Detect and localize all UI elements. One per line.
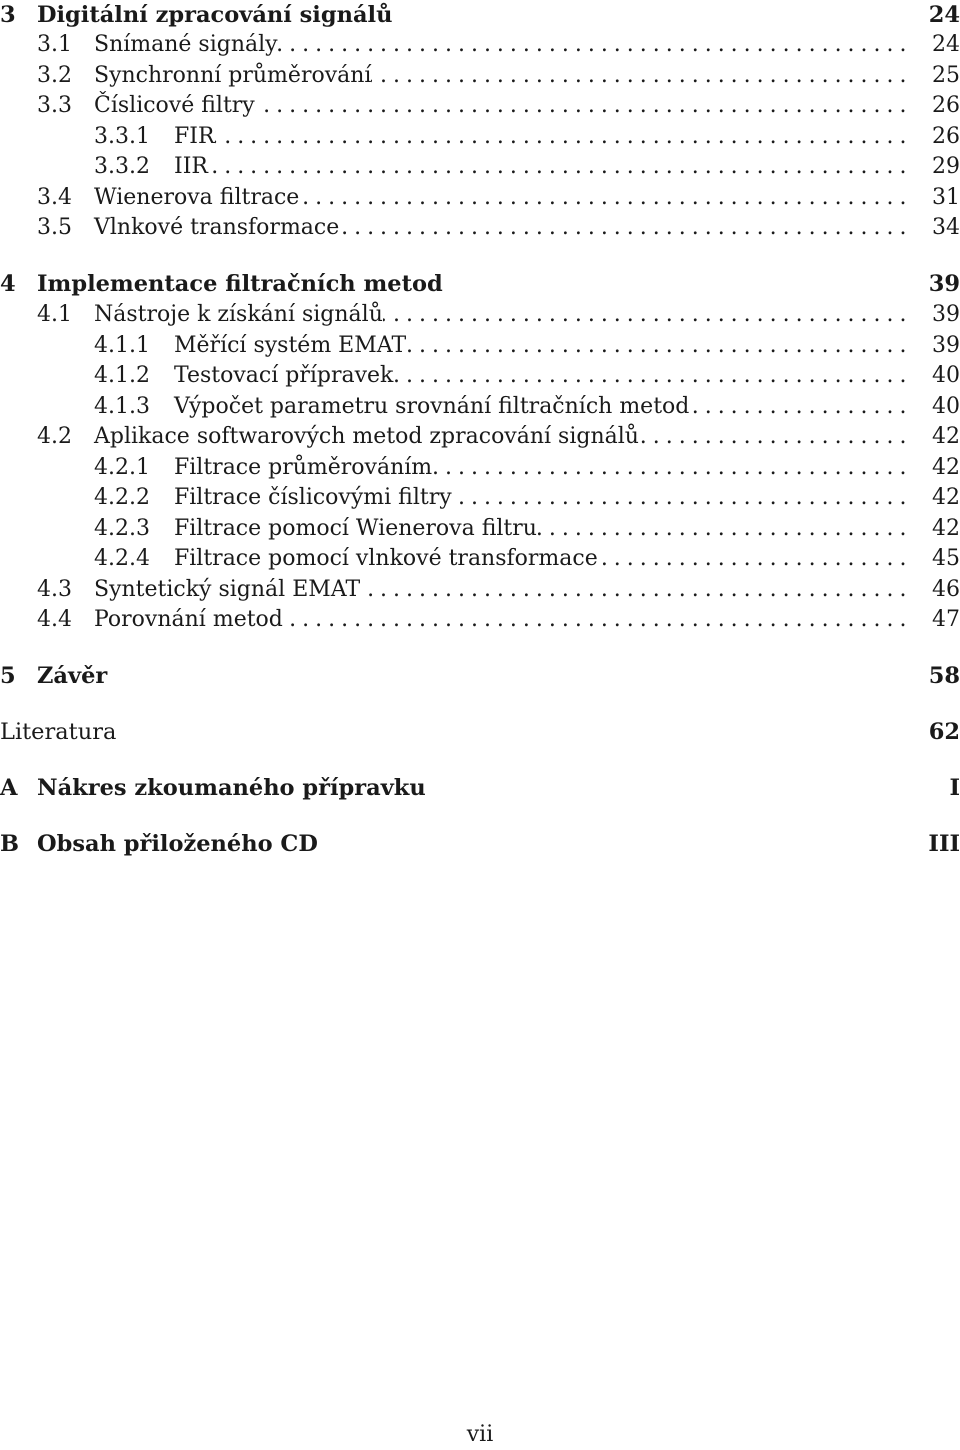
toc-leader-dots — [215, 122, 920, 152]
toc-bibliography[interactable] — [0, 717, 960, 747]
toc-number: 4.2 — [37, 424, 72, 449]
toc-title: Obsah přiloženého CD — [37, 831, 318, 857]
toc-leader-dots — [598, 544, 920, 574]
toc-title: Digitální zpracování signálů — [37, 2, 393, 28]
toc-section-3-3[interactable] — [37, 91, 960, 121]
toc-section-4-3[interactable] — [37, 575, 960, 605]
toc-number: 4.1.3 — [94, 394, 150, 419]
toc-number: 4.4 — [37, 607, 72, 632]
toc-leader-dots — [689, 392, 920, 422]
toc-title: Aplikace softwarových metod zpracování signálů — [94, 424, 639, 449]
toc-number: 3.5 — [37, 215, 72, 240]
toc-subsection-4-1-3[interactable] — [94, 392, 960, 422]
toc-leader-dots — [283, 605, 920, 635]
toc-number: 4.2.2 — [94, 485, 150, 510]
toc-title: Měřící systém EMAT — [174, 333, 407, 358]
toc-number: 3.3.2 — [94, 154, 150, 179]
toc-leader-dots — [393, 361, 920, 391]
toc-title: Výpočet parametru srovnání filtračních metod — [174, 394, 690, 419]
toc-leader-dots — [278, 30, 920, 60]
toc-page-number: 26 — [932, 93, 960, 118]
toc-chapter-4[interactable] — [0, 269, 960, 299]
toc-leader-dots — [452, 483, 920, 513]
toc-page-number: 24 — [928, 2, 960, 28]
toc-leader-dots — [406, 331, 920, 361]
toc-page-number: 47 — [932, 607, 960, 632]
page-footer-number: vii — [466, 1422, 494, 1447]
toc-number: 4.3 — [37, 577, 72, 602]
toc-number: 4.2.1 — [94, 455, 150, 480]
toc-leader-dots — [639, 422, 920, 452]
toc-page-number: 46 — [932, 577, 960, 602]
toc-number: 4.1.1 — [94, 333, 150, 358]
toc-page-number: 39 — [928, 271, 960, 297]
toc-page-number: 34 — [932, 215, 960, 240]
toc-title: Vlnkové transformace — [94, 215, 340, 240]
toc-leader-dots — [208, 152, 920, 182]
toc-subsection-3-3-2[interactable] — [94, 152, 960, 182]
toc-page-number: 42 — [932, 455, 960, 480]
toc-page-number: 42 — [932, 424, 960, 449]
toc-number: 3 — [0, 2, 16, 28]
toc-number: 4.2.4 — [94, 546, 150, 571]
toc-appendix-a[interactable] — [0, 773, 960, 803]
toc-title: FIR — [174, 124, 215, 149]
toc-appendix-b[interactable] — [0, 829, 960, 859]
toc-subsection-4-2-4[interactable] — [94, 544, 960, 574]
toc-page-number: 58 — [928, 663, 960, 689]
toc-subsection-3-3-1[interactable] — [94, 122, 960, 152]
toc-section-3-5[interactable] — [37, 213, 960, 243]
toc-number: 4 — [0, 271, 16, 297]
toc-page-number: 45 — [932, 546, 960, 571]
toc-subsection-4-2-2[interactable] — [94, 483, 960, 513]
toc-title: Snímané signály — [94, 32, 278, 57]
toc-page-number: I — [949, 775, 960, 801]
toc-page-number: 26 — [932, 124, 960, 149]
toc-page-number: 42 — [932, 516, 960, 541]
toc-title: Synchronní průměrování — [94, 63, 372, 88]
toc-title: Wienerova filtrace — [94, 185, 300, 210]
toc-chapter-5[interactable] — [0, 661, 960, 691]
toc-page-number: 39 — [932, 333, 960, 358]
toc-page-number: 42 — [932, 485, 960, 510]
toc-subsection-4-1-1[interactable] — [94, 331, 960, 361]
toc-page-number: 25 — [932, 63, 960, 88]
toc-title: IIR — [174, 154, 208, 179]
toc-section-3-4[interactable] — [37, 183, 960, 213]
toc-page-number: 31 — [932, 185, 960, 210]
toc-number: A — [0, 775, 18, 801]
toc-title: Testovací přípravek — [174, 363, 394, 388]
toc-page-number: 40 — [932, 363, 960, 388]
toc-number: 4.2.3 — [94, 516, 150, 541]
toc-number: 4.1.2 — [94, 363, 150, 388]
toc-section-3-2[interactable] — [37, 61, 960, 91]
toc-number: 3.3 — [37, 93, 72, 118]
toc-number: 5 — [0, 663, 16, 689]
toc-page-number: 40 — [932, 394, 960, 419]
toc-title: Literatura — [0, 719, 117, 745]
toc-title: Implementace filtračních metod — [37, 271, 443, 297]
toc-title: Závěr — [37, 663, 108, 689]
toc-number: 3.1 — [37, 32, 72, 57]
toc-leader-dots — [255, 91, 920, 121]
toc-title: Nástroje k získání signálů — [94, 302, 383, 327]
toc-subsection-4-2-1[interactable] — [94, 453, 960, 483]
toc-number: 3.4 — [37, 185, 72, 210]
toc-leader-dots — [360, 575, 920, 605]
toc-title: Filtrace průměrováním — [174, 455, 433, 480]
toc-page-number: III — [928, 831, 960, 857]
toc-section-3-1[interactable] — [37, 30, 960, 60]
toc-section-4-2[interactable] — [37, 422, 960, 452]
toc-leader-dots — [432, 453, 920, 483]
toc-chapter-3[interactable] — [0, 0, 960, 30]
toc-title: Filtrace číslicovými filtry — [174, 485, 452, 510]
toc-title: Filtrace pomocí vlnkové transformace — [174, 546, 598, 571]
toc-leader-dots — [339, 213, 920, 243]
toc-leader-dots — [383, 300, 920, 330]
toc-leader-dots — [537, 514, 920, 544]
toc-page-number: 29 — [932, 154, 960, 179]
toc-title: Filtrace pomocí Wienerova filtru — [174, 516, 537, 541]
toc-number: B — [0, 831, 20, 857]
toc-title: Syntetický signál EMAT — [94, 577, 361, 602]
toc-section-4-1[interactable] — [37, 300, 960, 330]
toc-number: 4.1 — [37, 302, 72, 327]
toc-title: Nákres zkoumaného přípravku — [37, 775, 426, 801]
toc-title: Porovnání metod — [94, 607, 283, 632]
toc-page-number: 62 — [928, 719, 960, 745]
toc-subsection-4-1-2[interactable] — [94, 361, 960, 391]
toc-leader-dots — [299, 183, 920, 213]
toc-subsection-4-2-3[interactable] — [94, 514, 960, 544]
toc-number: 3.3.1 — [94, 124, 150, 149]
toc-number: 3.2 — [37, 63, 72, 88]
toc-title: Číslicové filtry — [94, 93, 255, 118]
toc-page-number: 39 — [932, 302, 960, 327]
toc-page-number: 24 — [932, 32, 960, 57]
toc-section-4-4[interactable] — [37, 605, 960, 635]
toc-leader-dots — [371, 61, 920, 91]
